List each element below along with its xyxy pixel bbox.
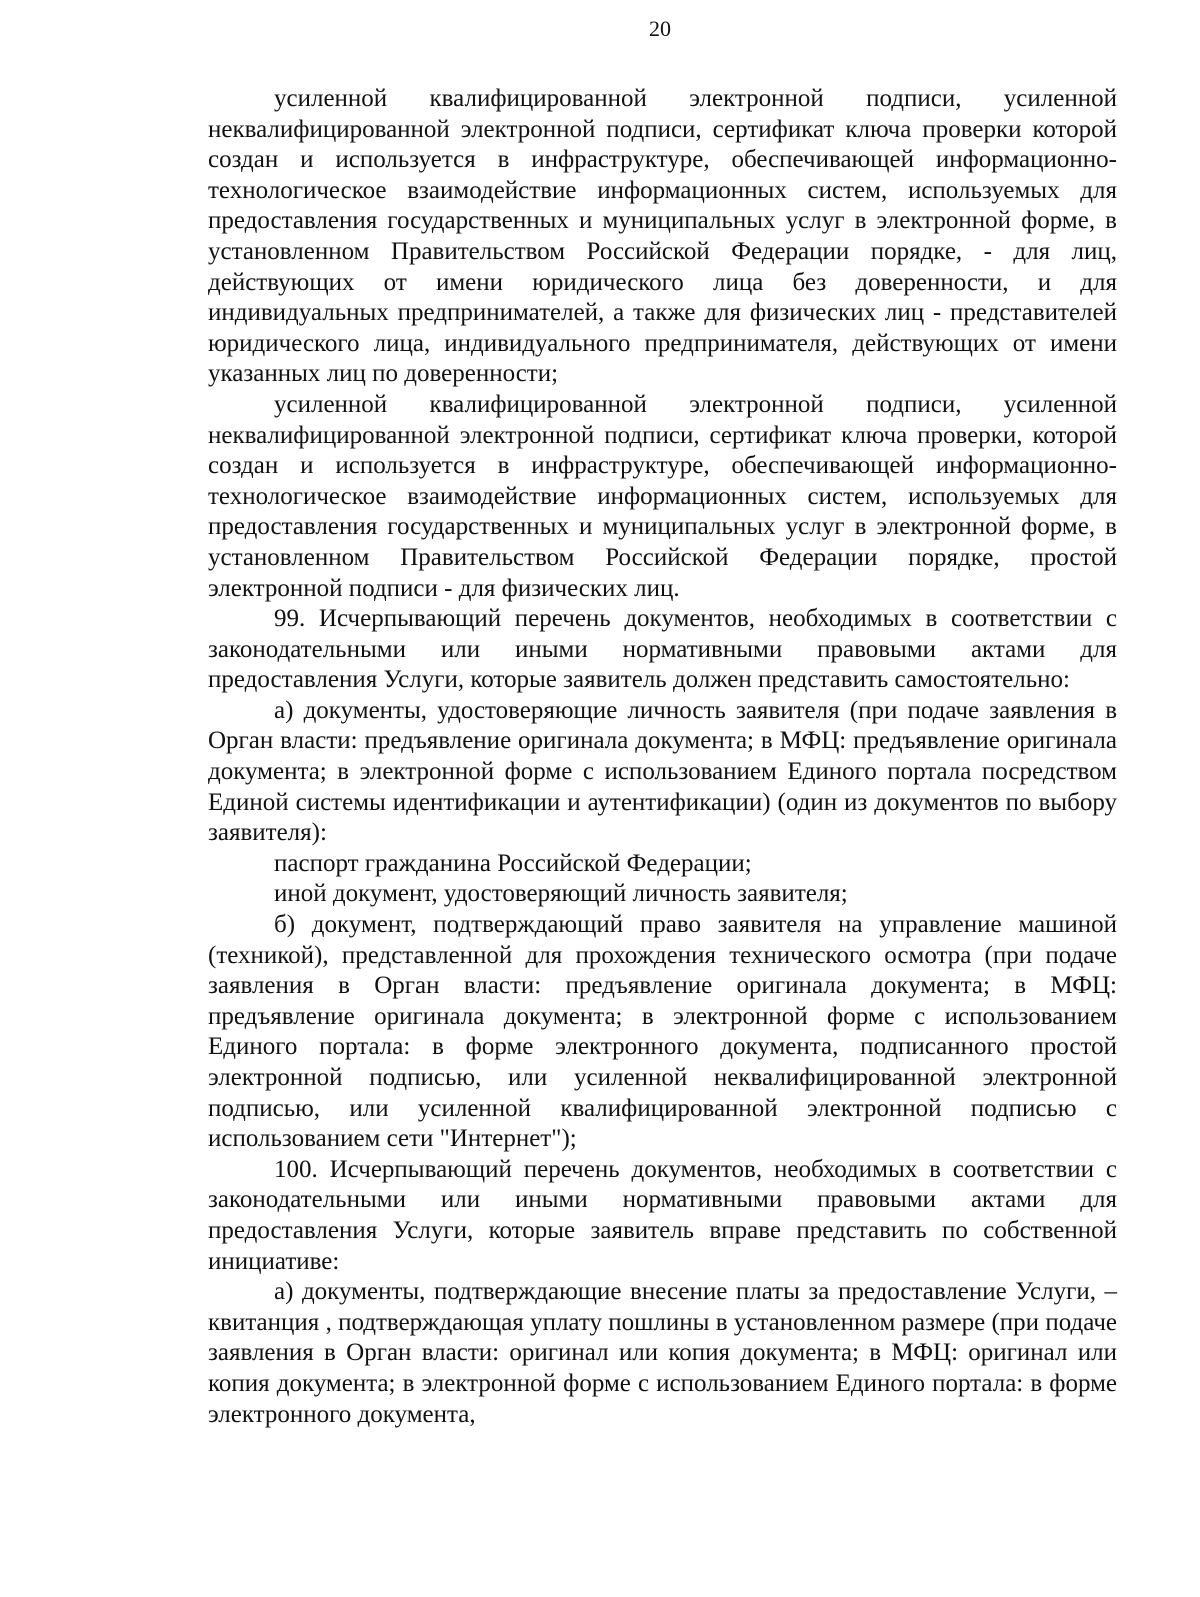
paragraph-clause-99-a: а) документы, удостоверяющие личность заявителя (при подаче заявления в Орган власти: предъявление оригинала документа; в МФЦ: предъявление оригинала документа; в электронной форме с использованием Единого портала посредством Единой системы идентификации и аутентификации) (один из документов по выбору заявителя): xyxy=(208,696,1117,847)
page-number: 20 xyxy=(649,16,671,41)
paragraph-clause-99: 99. Исчерпывающий перечень документов, необходимых в соответствии с законодательными или иными нормативными правовыми актами для предоставления Услуги, которые заявитель должен представить самостоятельно: xyxy=(208,605,1117,694)
list-item-other-id-document: иной документ, удостоверяющий личность заявителя; xyxy=(274,880,848,908)
paragraph-clause-100: 100. Исчерпывающий перечень документов, необходимых в соответствии с законодательными или иными нормативными правовыми актами для предоставления Услуги, которые заявитель вправе представить по собственной инициативе: xyxy=(208,1155,1117,1275)
paragraph-signature-conditions-1: усиленной квалифицированной электронной подписи, усиленной неквалифицированной электронной подписи, сертификат ключа проверки которой создан и используется в инфраструктуре, обеспечивающей информационно-технологическое взаимодействие информационных систем, используемых для предоставления государственных и муниципальных услуг в электронной форме, в установленном Правительством Российской Федерации порядке, - для лиц, действующих от имени юридического лица без доверенности, и для индивидуальных предпринимателей, а также для физических лиц - представителей юридического лица, индивидуального предпринимателя, действующих от имени указанных лиц по доверенности; xyxy=(208,85,1117,388)
paragraph-clause-99-b: б) документ, подтверждающий право заявителя на управление машиной (техникой), представленной для прохождения технического осмотра (при подаче заявления в Орган власти: предъявление оригинала документа; в МФЦ: предъявление оригинала документа; в электронной форме с использованием Единого портала: в форме электронного документа, подписанного простой электронной подписью, или усиленной неквалифицированной электронной подписью, или усиленной квалифицированной электронной подписью с использованием сети "Интернет"); xyxy=(208,911,1117,1153)
paragraph-signature-conditions-2: усиленной квалифицированной электронной подписи, усиленной неквалифицированной электронной подписи, сертификат ключа проверки, которой создан и используется в инфраструктуре, обеспечивающей информационно-технологическое взаимодействие информационных систем, используемых для предоставления государственных и муниципальных услуг в электронной форме, в установленном Правительством Российской Федерации порядке, простой электронной подписи - для физических лиц. xyxy=(208,390,1117,602)
document-body xyxy=(208,84,1117,1430)
list-item-passport: паспорт гражданина Российской Федерации; xyxy=(274,849,752,877)
paragraph-clause-100-a: а) документы, подтверждающие внесение платы за предоставление Услуги, – квитанция , подтверждающая уплату пошлины в установленном размере (при подаче заявления в Орган власти: оригинал или копия документа; в МФЦ: оригинал или копия документа; в электронной форме с использованием Единого портала: в форме электронного документа, xyxy=(208,1278,1117,1428)
